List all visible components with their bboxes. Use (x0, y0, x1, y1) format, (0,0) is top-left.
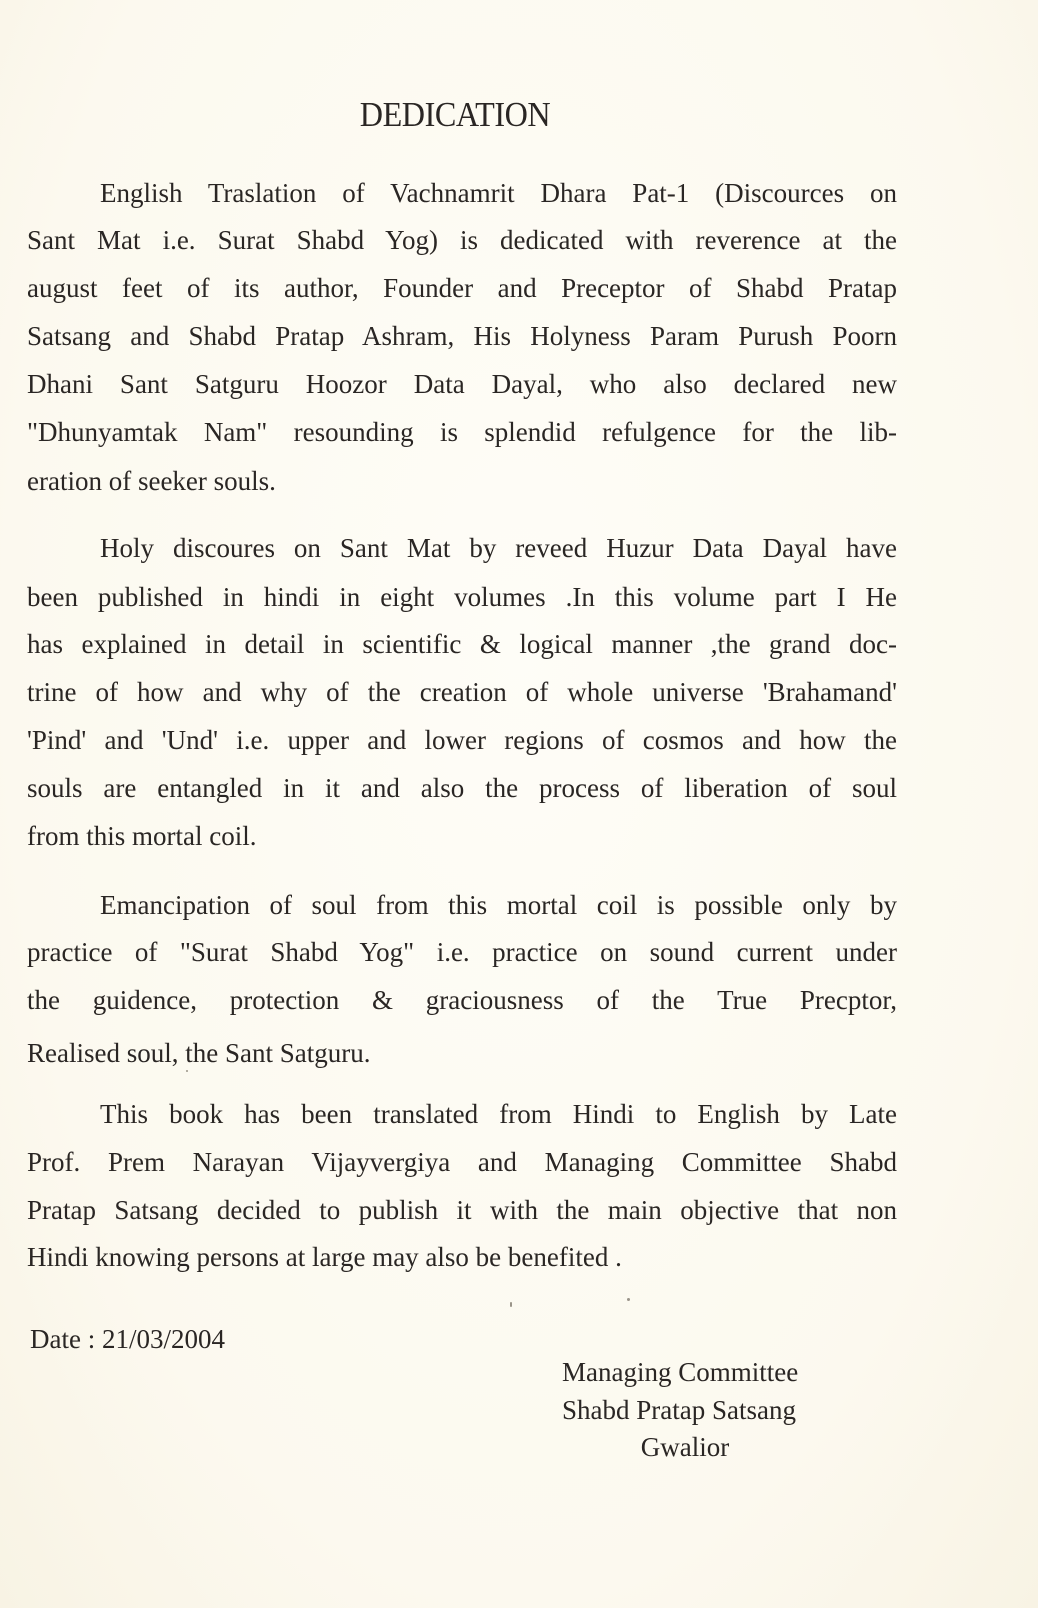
paragraph-1-line-6: "Dhunyamtak Nam" resounding is splendid refulgence for the lib- (27, 417, 897, 447)
paragraph-3-line-2: practice of "Surat Shabd Yog" i.e. practice on sound current under (27, 937, 897, 967)
paragraph-4-line-3: Pratap Satsang decided to publish it with the main objective that non (27, 1195, 897, 1225)
paragraph-3-line-3: the guidence, protection & graciousness of the True Precptor, (27, 985, 897, 1015)
paragraph-1-line-1: English Traslation of Vachnamrit Dhara Pat-1 (Discources on (100, 178, 897, 208)
paragraph-4-line-2: Prof. Prem Narayan Vijayvergiya and Managing Committee Shabd (27, 1147, 897, 1177)
paragraph-4-line-1: This book has been translated from Hindi to English by Late (100, 1099, 897, 1129)
paragraph-2-line-5: 'Pind' and 'Und' i.e. upper and lower regions of cosmos and how the (27, 725, 897, 755)
paragraph-1-line-3: august feet of its author, Founder and Preceptor of Shabd Pratap (27, 273, 897, 303)
paragraph-3-line-1: Emancipation of soul from this mortal coil is possible only by (100, 890, 897, 920)
signature-line-3: Gwalior (640, 1432, 730, 1462)
paragraph-2-line-1: Holy discoures on Sant Mat by reveed Huzur Data Dayal have (100, 533, 897, 563)
paragraph-1-line-4: Satsang and Shabd Pratap Ashram, His Holyness Param Purush Poorn (27, 321, 897, 351)
paragraph-3-line-4: Realised soul, the Sant Satguru. (27, 1038, 371, 1068)
page-title: DEDICATION (359, 95, 551, 134)
date-label: Date : 21/03/2004 (30, 1324, 225, 1354)
paragraph-4-line-4: Hindi knowing persons at large may also be benefited . (27, 1242, 622, 1272)
signature-line-1: Managing Committee (562, 1357, 799, 1387)
paper-speck (627, 1298, 630, 1301)
signature-line-2: Shabd Pratap Satsang (562, 1395, 796, 1425)
paragraph-2-line-4: trine of how and why of the creation of whole universe 'Brahamand' (27, 677, 897, 707)
paragraph-1-line-2: Sant Mat i.e. Surat Shabd Yog) is dedicated with reverence at the (27, 225, 897, 255)
paragraph-2-line-6: souls are entangled in it and also the process of liberation of soul (27, 773, 897, 803)
paper-speck (186, 1070, 188, 1072)
paragraph-1-line-7: eration of seeker souls. (27, 466, 276, 496)
paragraph-2-line-7: from this mortal coil. (27, 821, 257, 851)
paragraph-1-line-5: Dhani Sant Satguru Hoozor Data Dayal, who also declared new (27, 369, 897, 399)
paragraph-2-line-2: been published in hindi in eight volumes .In this volume part I He (27, 582, 897, 612)
paragraph-2-line-3: has explained in detail in scientific & logical manner ,the grand doc- (27, 629, 897, 659)
paper-speck (510, 1302, 512, 1307)
